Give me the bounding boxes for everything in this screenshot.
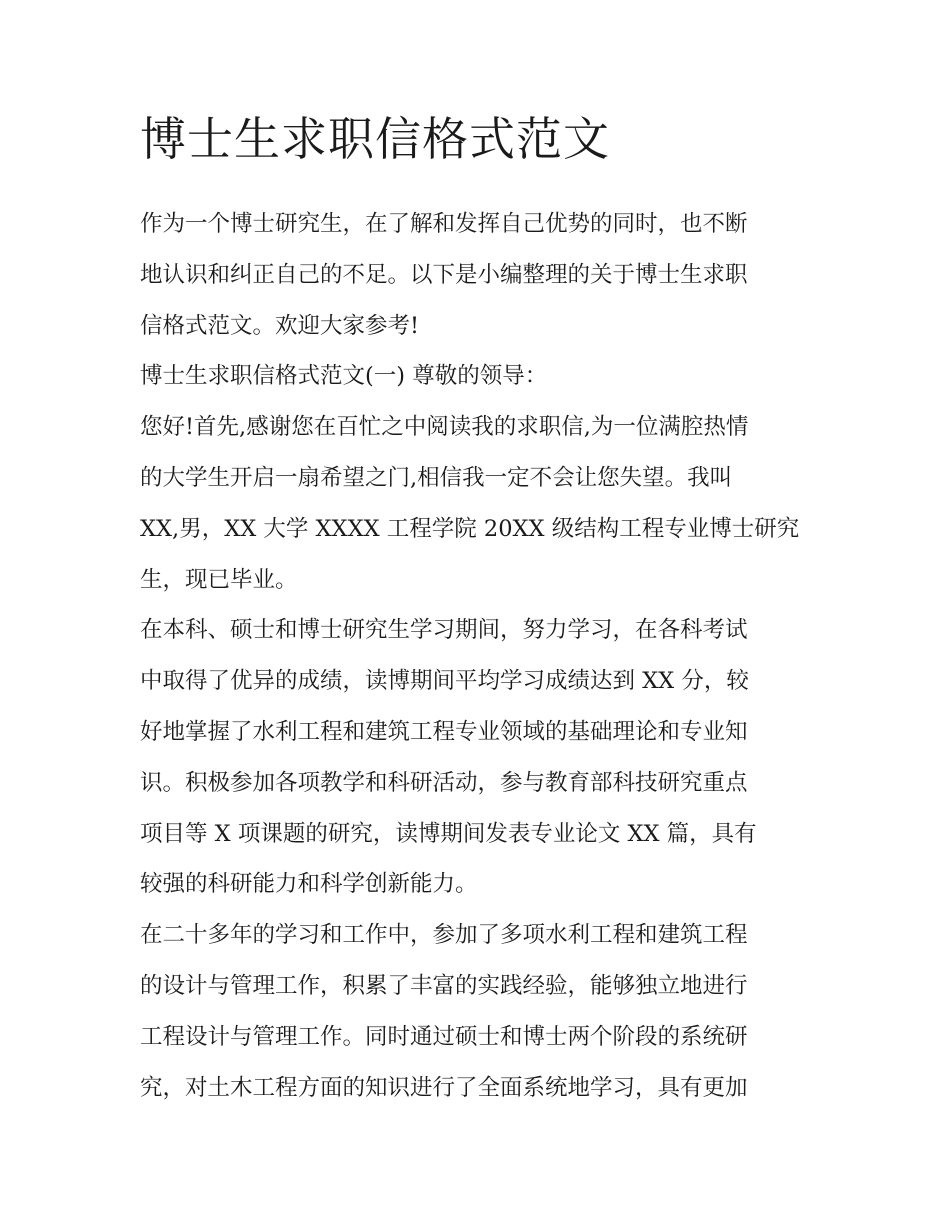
text-line: 信格式范文。欢迎大家参考! xyxy=(140,312,420,339)
text-line: 的大学生开启一扇希望之门,相信我一定不会让您失望。我叫 xyxy=(140,464,733,491)
text-line: 较强的科研能力和科学创新能力。 xyxy=(140,871,478,898)
text-line: 生，现已毕业。 xyxy=(140,566,298,593)
text-line: 地认识和纠正自己的不足。以下是小编整理的关于博士生求职 xyxy=(140,261,748,288)
document-title: 博士生求职信格式范文 xyxy=(140,112,610,166)
text-line: 项目等 X 项课题的研究，读博期间发表专业论文 XX 篇，具有 xyxy=(140,820,757,847)
text-line: 的设计与管理工作，积累了丰富的实践经验，能够独立地进行 xyxy=(140,972,748,999)
text-line: 究，对土木工程方面的知识进行了全面系统地学习，具有更加 xyxy=(140,1074,748,1101)
text-line: 您好!首先,感谢您在百忙之中阅读我的求职信,为一位满腔热情 xyxy=(140,414,749,441)
text-line: 识。积极参加各项教学和科研活动，参与教育部科技研究重点 xyxy=(140,769,748,796)
text-line: 在本科、硕士和博士研究生学习期间，努力学习，在各科考试 xyxy=(140,617,748,644)
text-line: XX,男，XX 大学 XXXX 工程学院 20XX 级结构工程专业博士研究 xyxy=(140,515,800,542)
text-line: 中取得了优异的成绩，读博期间平均学习成绩达到 XX 分，较 xyxy=(140,668,749,695)
text-line: 作为一个博士研究生，在了解和发挥自己优势的同时，也不断 xyxy=(140,211,748,237)
text-line: 工程设计与管理工作。同时通过硕士和博士两个阶段的系统研 xyxy=(140,1023,748,1050)
text-line: 博士生求职信格式范文(一) 尊敬的领导： xyxy=(140,363,548,390)
document-body xyxy=(140,199,830,1113)
text-line: 在二十多年的学习和工作中，参加了多项水利工程和建筑工程 xyxy=(140,922,748,949)
text-line: 好地掌握了水利工程和建筑工程专业领域的基础理论和专业知 xyxy=(140,718,748,745)
